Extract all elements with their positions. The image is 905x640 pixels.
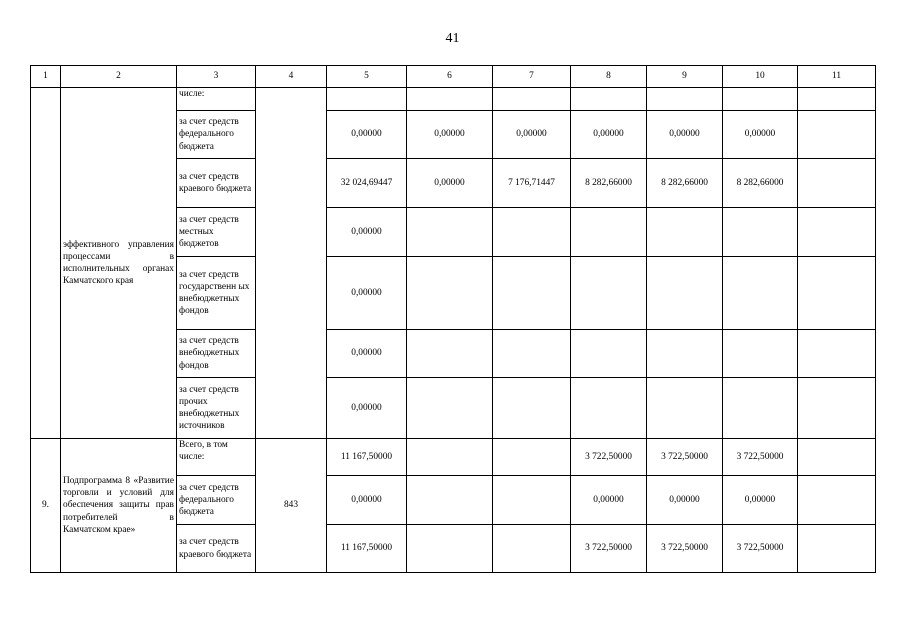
header-cell: 7: [493, 66, 571, 88]
value-cell: 0,00000: [327, 330, 407, 378]
header-cell: 8: [571, 66, 647, 88]
description-cell: эффективного управления процессами в исполнительных органах Камчатского края: [61, 88, 177, 439]
value-cell: 3 722,50000: [647, 525, 723, 573]
value-cell: [798, 111, 876, 159]
value-cell: 0,00000: [571, 476, 647, 525]
value-cell: 3 722,50000: [723, 439, 798, 476]
value-cell: [723, 378, 798, 439]
value-cell: 0,00000: [723, 111, 798, 159]
header-cell: 1: [31, 66, 61, 88]
header-cell: 3: [177, 66, 256, 88]
value-cell: [327, 88, 407, 111]
value-cell: 0,00000: [647, 476, 723, 525]
value-cell: [493, 208, 571, 257]
value-cell: [798, 439, 876, 476]
value-cell: [407, 88, 493, 111]
value-cell: [407, 330, 493, 378]
source-cell: за счет средств федерального бюджета: [177, 476, 256, 525]
value-cell: 8 282,66000: [723, 159, 798, 208]
row-number-cell: 9.: [31, 439, 61, 573]
header-cell: 5: [327, 66, 407, 88]
value-cell: [723, 88, 798, 111]
value-cell: [407, 525, 493, 573]
header-cell: 9: [647, 66, 723, 88]
source-cell: за счет средств федерального бюджета: [177, 111, 256, 159]
value-cell: [647, 257, 723, 330]
source-cell: за счет средств местных бюджетов: [177, 208, 256, 257]
value-cell: 0,00000: [647, 111, 723, 159]
value-cell: 3 722,50000: [571, 525, 647, 573]
value-cell: [723, 330, 798, 378]
value-cell: 0,00000: [493, 111, 571, 159]
source-cell: числе:: [177, 88, 256, 111]
header-cell: 10: [723, 66, 798, 88]
source-cell: Всего, в том числе:: [177, 439, 256, 476]
value-cell: [493, 476, 571, 525]
header-row: [31, 66, 876, 88]
value-cell: [798, 159, 876, 208]
value-cell: [571, 378, 647, 439]
value-cell: [647, 88, 723, 111]
value-cell: [571, 330, 647, 378]
value-cell: 0,00000: [327, 111, 407, 159]
value-cell: 32 024,69447: [327, 159, 407, 208]
code-cell: [256, 88, 327, 439]
value-cell: 0,00000: [327, 476, 407, 525]
value-cell: [798, 208, 876, 257]
value-cell: 3 722,50000: [647, 439, 723, 476]
value-cell: [798, 476, 876, 525]
value-cell: 7 176,71447: [493, 159, 571, 208]
value-cell: [493, 439, 571, 476]
header-cell: 2: [61, 66, 177, 88]
value-cell: 0,00000: [407, 159, 493, 208]
value-cell: 11 167,50000: [327, 439, 407, 476]
value-cell: 0,00000: [571, 111, 647, 159]
source-cell: за счет средств прочих внебюджетных источников: [177, 378, 256, 439]
value-cell: [798, 257, 876, 330]
page-number: 41: [445, 31, 460, 46]
value-cell: [723, 208, 798, 257]
table-row: [31, 439, 876, 476]
value-cell: 8 282,66000: [647, 159, 723, 208]
row-number-cell: [31, 88, 61, 439]
source-cell: за счет средств краевого бюджета: [177, 159, 256, 208]
source-cell: за счет средств государственн ых внебюджетных фондов: [177, 257, 256, 330]
value-cell: [493, 378, 571, 439]
description-cell: Подпрограмма 8 «Развитие торговли и условий для обеспечения защиты прав потребителей в Камчатском крае»: [61, 439, 177, 573]
value-cell: [493, 330, 571, 378]
value-cell: 8 282,66000: [571, 159, 647, 208]
table-row: [31, 88, 876, 111]
value-cell: [647, 330, 723, 378]
budget-table: [30, 65, 876, 573]
value-cell: [798, 525, 876, 573]
value-cell: [407, 378, 493, 439]
source-cell: за счет средств внебюджетных фондов: [177, 330, 256, 378]
value-cell: [571, 257, 647, 330]
value-cell: [493, 257, 571, 330]
value-cell: [647, 378, 723, 439]
source-cell: за счет средств краевого бюджета: [177, 525, 256, 573]
value-cell: [798, 378, 876, 439]
code-cell: 843: [256, 439, 327, 573]
header-cell: 6: [407, 66, 493, 88]
value-cell: [493, 525, 571, 573]
value-cell: 0,00000: [407, 111, 493, 159]
value-cell: 3 722,50000: [723, 525, 798, 573]
value-cell: [723, 257, 798, 330]
header-cell: 11: [798, 66, 876, 88]
value-cell: [407, 476, 493, 525]
value-cell: [798, 330, 876, 378]
value-cell: 0,00000: [327, 378, 407, 439]
value-cell: [571, 208, 647, 257]
value-cell: [493, 88, 571, 111]
value-cell: 0,00000: [327, 257, 407, 330]
value-cell: [407, 439, 493, 476]
header-cell: 4: [256, 66, 327, 88]
value-cell: [647, 208, 723, 257]
value-cell: [407, 257, 493, 330]
value-cell: 0,00000: [723, 476, 798, 525]
value-cell: 11 167,50000: [327, 525, 407, 573]
value-cell: [798, 88, 876, 111]
value-cell: [571, 88, 647, 111]
value-cell: 0,00000: [327, 208, 407, 257]
value-cell: 3 722,50000: [571, 439, 647, 476]
value-cell: [407, 208, 493, 257]
